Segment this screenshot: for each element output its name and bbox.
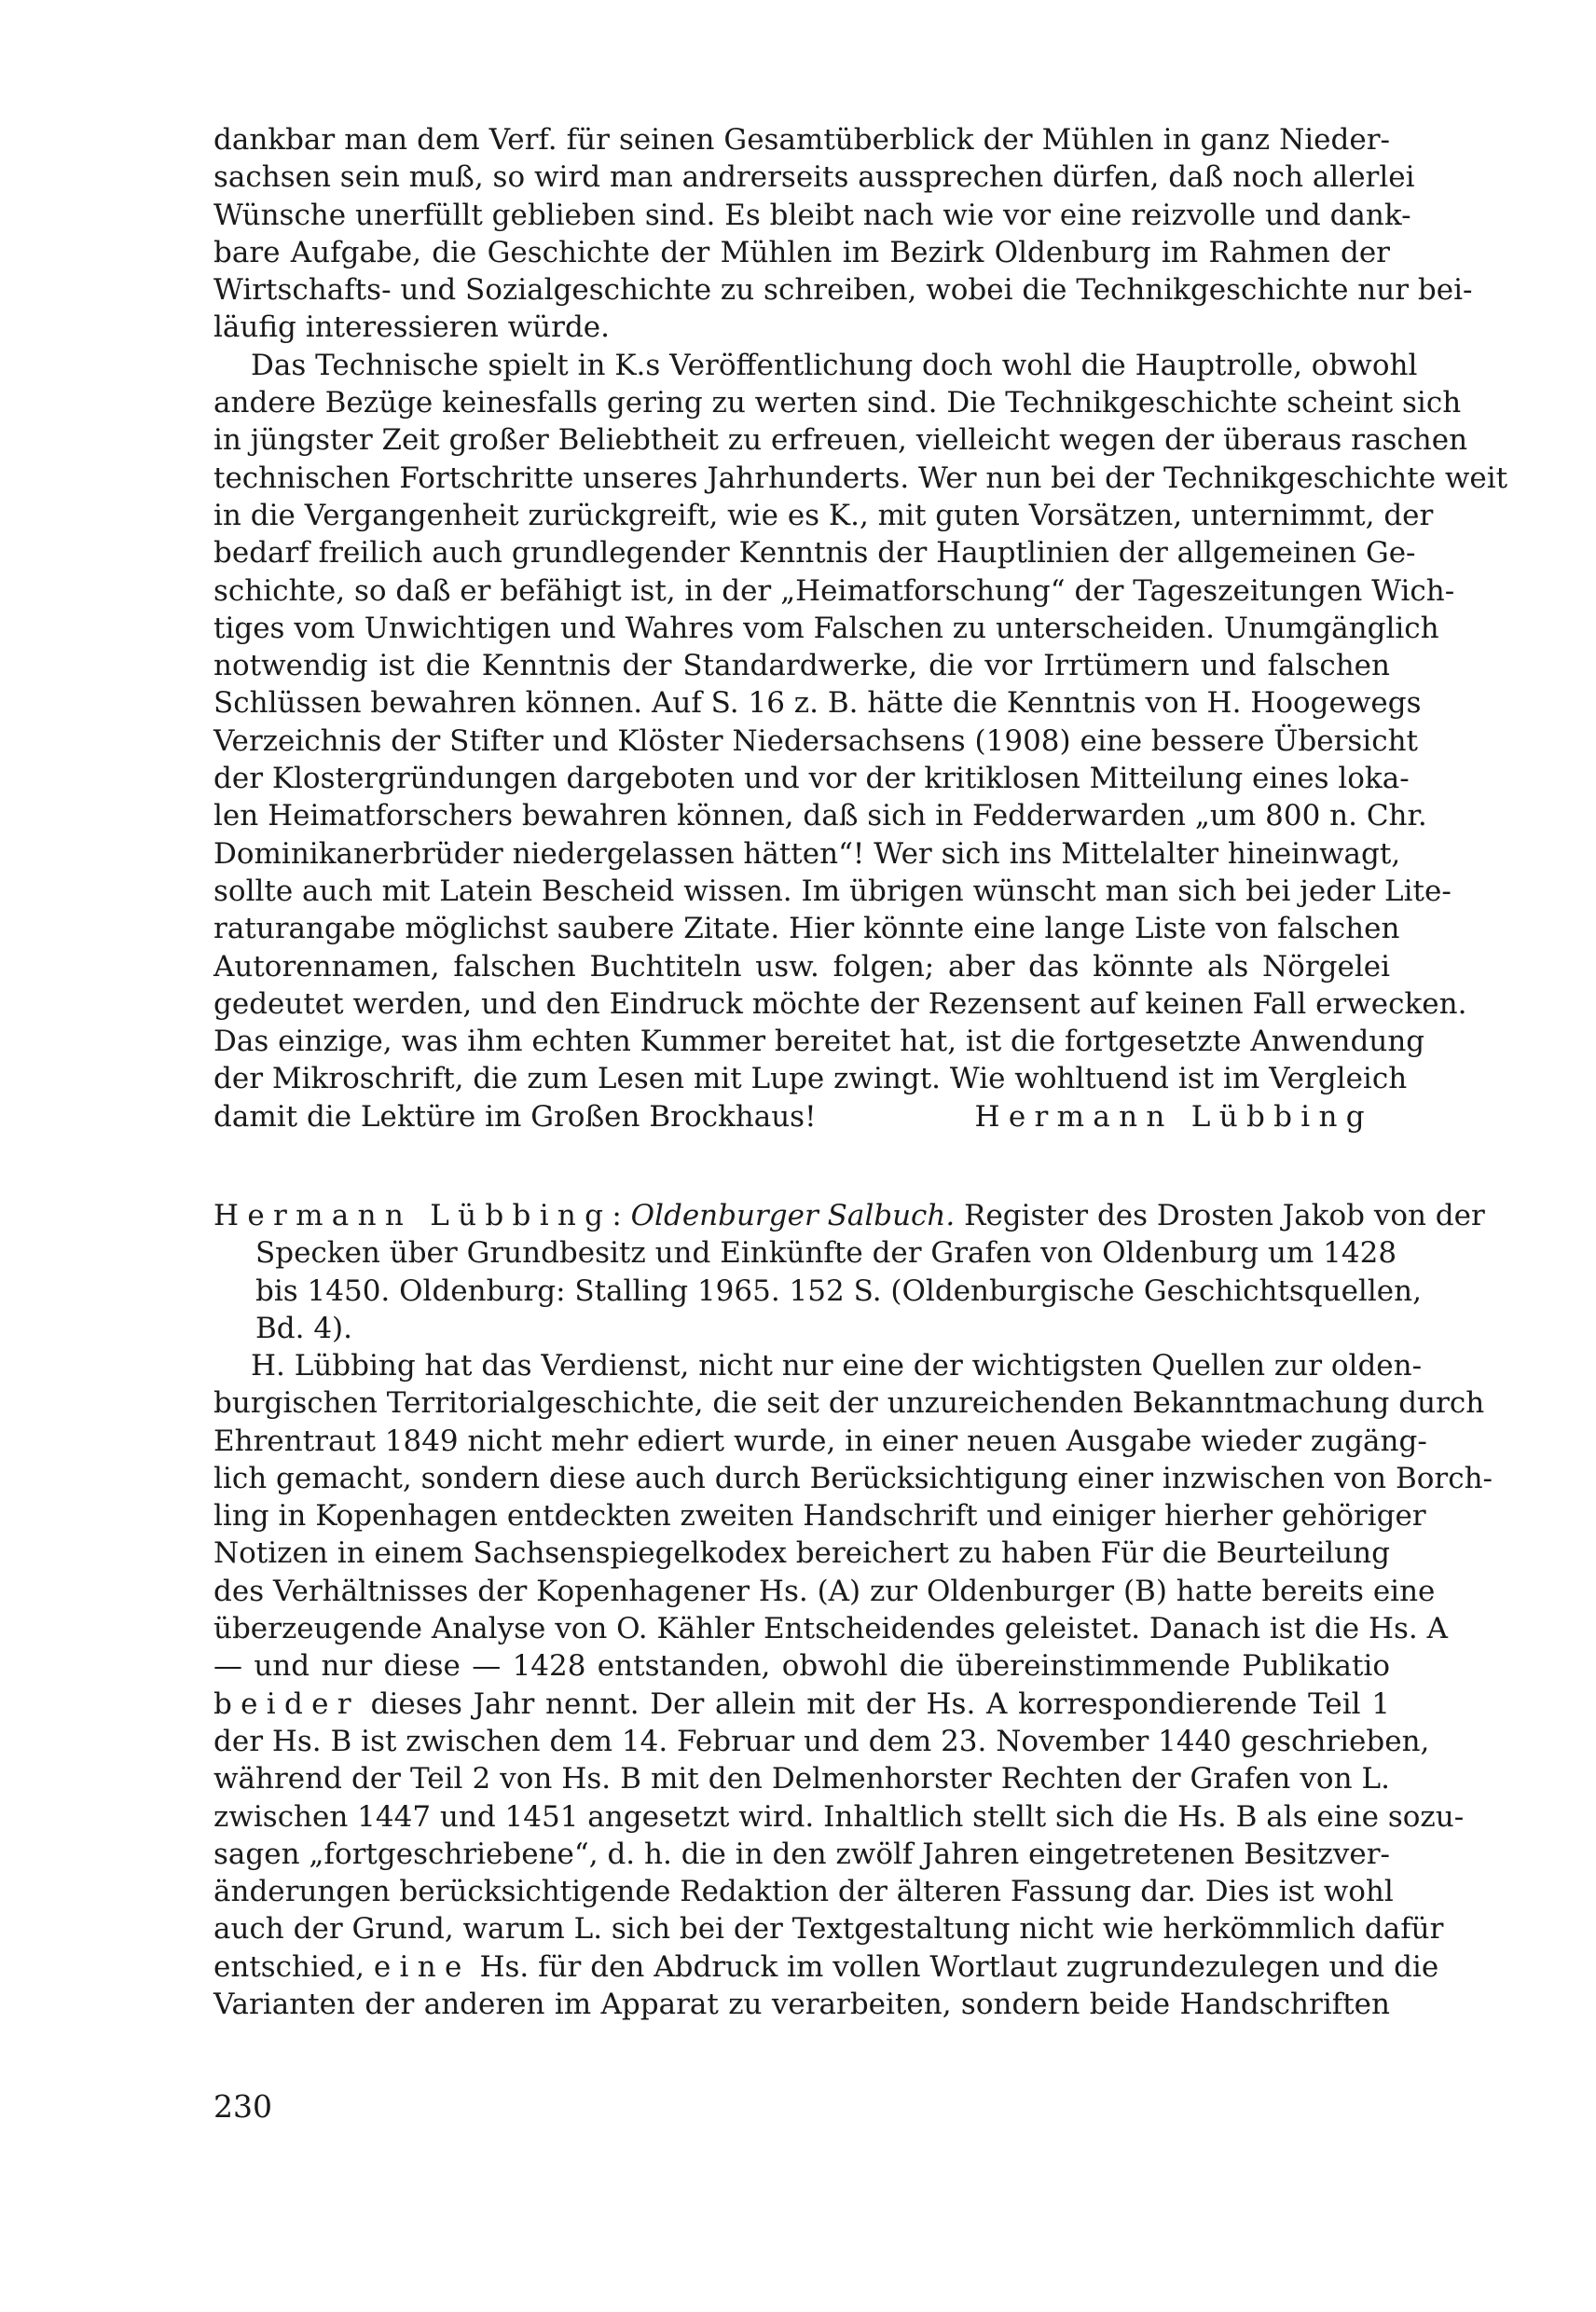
text-line: änderungen berücksichtigende Redaktion der älteren Fassung dar. Dies ist wohl xyxy=(213,1875,1394,1909)
text-line: Das einzige, was ihm echten Kummer bereitet hat, ist die fortgesetzte Anwendung xyxy=(213,1025,1425,1059)
text-line: sachsen sein muß, so wird man andrerseits aussprechen dürfen, daß noch allerlei xyxy=(213,160,1415,195)
text-line: in die Vergangenheit zurückgreift, wie es K., mit guten Vorsätzen, unternimmt, der xyxy=(213,498,1434,532)
text-line: Autorennamen, falschen Buchtiteln usw. folgen; aber das könnte als Nörgelei xyxy=(213,949,1390,984)
citation-text: Register des Drosten Jakob von der xyxy=(964,1199,1485,1232)
text-line: sollte auch mit Latein Bescheid wissen. Im übrigen wünscht man sich bei jeder Lite- xyxy=(213,874,1452,908)
book-title: Oldenburger Salbuch. xyxy=(630,1199,956,1232)
text-line: Wünsche unerfüllt geblieben sind. Es bleibt nach wie vor eine reizvolle und dank- xyxy=(213,198,1411,232)
text-line: bedarf freilich auch grundlegender Kenntnis der Hauptlinien der allgemeinen Ge- xyxy=(213,536,1416,571)
text-line: damit die Lektüre im Großen Brockhaus! xyxy=(213,1099,817,1134)
final-line-with-signature xyxy=(213,1098,1390,1135)
text-line: überzeugende Analyse von O. Kähler Entscheidendes geleistet. Danach ist die Hs. A xyxy=(213,1612,1449,1646)
text-line: technischen Fortschritte unseres Jahrhunderts. Wer nun bei der Technikgeschichte weit xyxy=(213,461,1508,495)
text-line: ling in Kopenhagen entdeckten zweiten Handschrift und einiger hierher gehöriger xyxy=(213,1499,1426,1534)
review-body xyxy=(213,1347,1493,2023)
citation-line: Bd. 4). xyxy=(255,1311,353,1345)
text-line: entschied, eine Hs. für den Abdruck im vollen Wortlaut zugrundezulegen und die xyxy=(213,1949,1439,1984)
citation-line: Specken über Grundbesitz und Einkünfte der Grafen von Oldenburg um 1428 xyxy=(255,1236,1397,1271)
text-line: sagen „fortgeschriebene“, d. h. die in den zwölf Jahren eingetretenen Besitzver- xyxy=(213,1837,1390,1871)
emphasized-word: eine xyxy=(373,1949,471,1984)
text-line: während der Teil 2 von Hs. B mit den Delmenhorster Rechten der Grafen von L. xyxy=(213,1762,1390,1796)
text-line: auch der Grund, warum L. sich bei der Textgestaltung nicht wie herkömmlich dafür xyxy=(213,1912,1444,1947)
text-line: in jüngster Zeit großer Beliebtheit zu erfreuen, vielleicht wegen der überaus raschen xyxy=(213,423,1468,458)
text-line: gedeutet werden, und den Eindruck möchte der Rezensent auf keinen Fall erwecken. xyxy=(213,986,1467,1021)
text-line: der Hs. B ist zwischen dem 14. Februar und dem 23. November 1440 geschrieben, xyxy=(213,1724,1430,1758)
text-line: raturangabe möglichst saubere Zitate. Hier könnte eine lange Liste von falschen xyxy=(213,912,1400,946)
text-line: len Heimatforschers bewahren können, daß sich in Fedderwarden „um 800 n. Chr. xyxy=(213,799,1427,833)
text-line: zwischen 1447 und 1451 angesetzt wird. Inhaltlich stellt sich die Hs. B als eine sozu- xyxy=(213,1799,1465,1834)
text-line: beider dieses Jahr nennt. Der allein mit der Hs. A korrespondierende Teil 1 xyxy=(213,1686,1390,1721)
text-line: läufig interessieren würde. xyxy=(213,310,611,345)
citation-first-line: Hermann Lübbing: Oldenburger Salbuch. Register des Drosten Jakob von der xyxy=(213,1199,1485,1232)
page-number: 230 xyxy=(213,2088,272,2125)
text-line: schichte, so daß er befähigt ist, in der „Heimatforschung“ der Tageszeitungen Wich- xyxy=(213,573,1455,608)
review-citation xyxy=(213,1197,1485,1347)
review-continuation xyxy=(213,121,1508,1135)
text-line: lich gemacht, sondern diese auch durch Berücksichtigung einer inzwischen von Borch- xyxy=(213,1461,1493,1495)
citation-line: bis 1450. Oldenburg: Stalling 1965. 152 S. (Oldenburgische Geschichtsquellen, xyxy=(255,1273,1422,1308)
text-line: — und nur diese — 1428 entstanden, obwohl die übereinstimmende Publikatio xyxy=(213,1649,1390,1684)
text-line: notwendig ist die Kenntnis der Standardwerke, die vor Irrtümern und falschen xyxy=(213,649,1390,683)
book-author: Hermann Lübbing xyxy=(213,1199,612,1232)
text-line: Wirtschafts- und Sozialgeschichte zu schreiben, wobei die Technikgeschichte nur bei- xyxy=(213,273,1473,308)
text-line: H. Lübbing hat das Verdienst, nicht nur eine der wichtigsten Quellen zur olden- xyxy=(251,1349,1423,1383)
text-line: dankbar man dem Verf. für seinen Gesamtüberblick der Mühlen in ganz Nieder- xyxy=(213,123,1390,157)
text-line: andere Bezüge keinesfalls gering zu werten sind. Die Technikgeschichte scheint sich xyxy=(213,386,1462,420)
text-line: Varianten der anderen im Apparat zu verarbeiten, sondern beide Handschriften xyxy=(213,1988,1390,2022)
text-line: Verzeichnis der Stifter und Klöster Niedersachsens (1908) eine bessere Übersicht xyxy=(213,723,1419,758)
text-line: burgischen Territorialgeschichte, die seit der unzureichenden Bekanntmachung durch xyxy=(213,1386,1485,1421)
text-line: Schlüssen bewahren können. Auf S. 16 z. B. hätte die Kenntnis von H. Hoogewegs xyxy=(213,686,1422,721)
text-line: Das Technische spielt in K.s Veröffentlichung doch wohl die Hauptrolle, obwohl xyxy=(251,348,1418,382)
text-line: der Klostergründungen dargeboten und vor der kritiklosen Mitteilung eines loka- xyxy=(213,762,1410,796)
text-line: Notizen in einem Sachsenspiegelkodex bereichert zu haben Für die Beurteilung xyxy=(213,1536,1390,1571)
text-line: des Verhältnisses der Kopenhagener Hs. (A) zur Oldenburger (B) hatte bereits eine xyxy=(213,1574,1436,1608)
text-line: bare Aufgabe, die Geschichte der Mühlen im Bezirk Oldenburg im Rahmen der xyxy=(213,235,1390,269)
reviewer-signature: Hermann Lübbing xyxy=(974,1099,1373,1134)
text-line: tiges vom Unwichtigen und Wahres vom Falschen zu unterscheiden. Unumgänglich xyxy=(213,611,1439,645)
text-line: der Mikroschrift, die zum Lesen mit Lupe zwingt. Wie wohltuend ist im Vergleich xyxy=(213,1062,1408,1096)
text-line: Ehrentraut 1849 nicht mehr ediert wurde, in einer neuen Ausgabe wieder zugäng- xyxy=(213,1424,1427,1458)
text-line: Dominikanerbrüder niedergelassen hätten“! Wer sich ins Mittelalter hineinwagt, xyxy=(213,836,1401,871)
emphasized-word: beider xyxy=(213,1686,360,1721)
